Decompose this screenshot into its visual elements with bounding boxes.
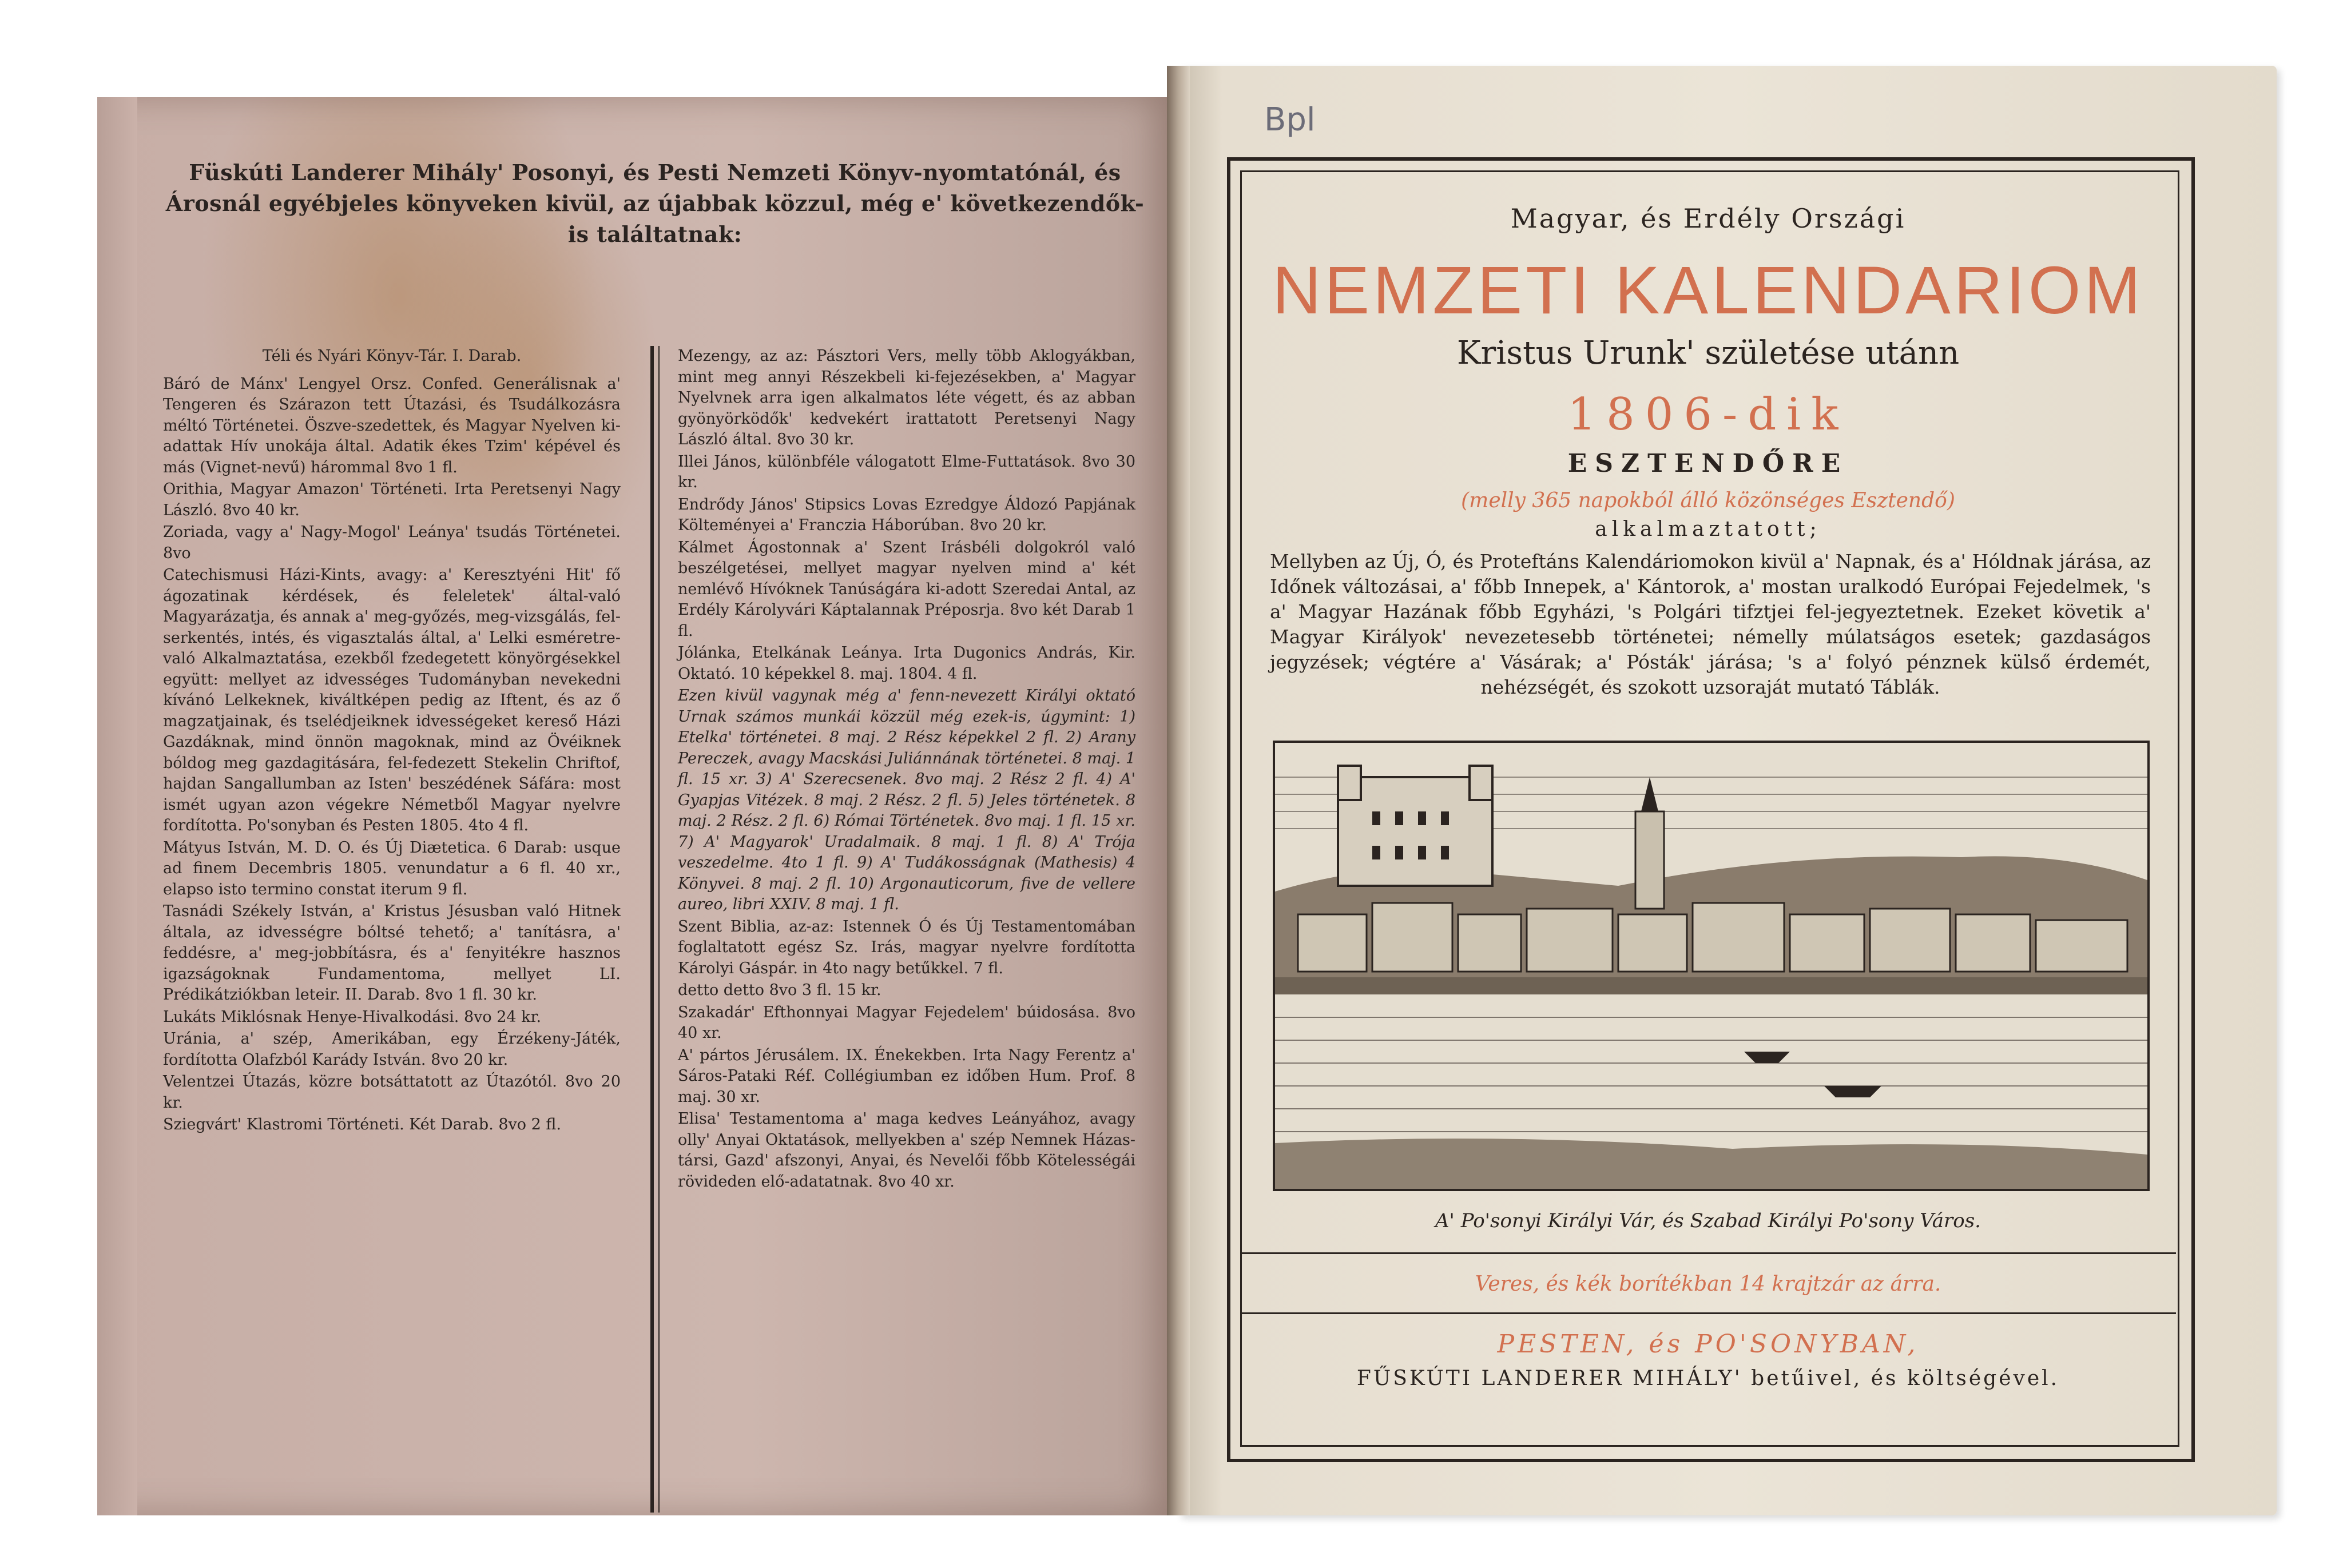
open-book xyxy=(63,54,2288,1518)
book-list-column-2 xyxy=(678,346,1135,1193)
melly-note: (melly 365 napokból álló közönséges Esztendő) xyxy=(1461,489,1955,512)
list-item: Mezengy, az az: Pásztori Vers, melly több Aklogyákban, mint meg annyi Részekbeli ki-fejezésekben, a' Magyar Nyelvnek arra igen alkalmatos léte végett, és az abban gyönyörködők' kedvekért irattatott Peretsenyi Nagy László által. 8vo 30 kr. xyxy=(678,347,1135,448)
list-item: Uránia, a' szép, Amerikában, egy Érzékeny-Játék, fordította Olafzból Karády István. 8vo 20 kr. xyxy=(163,1030,621,1069)
list-item: Jólánka, Etelkának Leánya. Irta Dugonics András, Kir. Oktató. 10 képekkel 8. maj. 1804. 4 fl. xyxy=(678,644,1135,683)
engraving-illustration xyxy=(1275,743,2147,1189)
left-page-intro: Füskúti Landerer Mihály' Posonyi, és Pesti Nemzeti Könyv-nyomtatónál, és Árosnál egyébjeles könyveken kivül, az újabbak közzul, még e' következendők-is találtatnak: xyxy=(165,160,1145,247)
list-item: Velentzei Útazás, közre botsáttatott az Útazótól. 8vo 20 kr. xyxy=(163,1073,621,1112)
list-item: Lukáts Miklósnak Henye-Hivalkodási. 8vo 24 kr. xyxy=(163,1008,542,1026)
list-item: Endrődy János' Stipsics Lovas Ezredgye Áldozó Papjának Költeményei a' Franczia Háborúban. 8vo 20 kr. xyxy=(678,495,1135,534)
title-line-1: Magyar, és Erdély Országi xyxy=(1510,203,1906,234)
book-gutter xyxy=(1167,66,1190,1515)
year: 1806-dik xyxy=(1567,389,1849,440)
list-item: Sziegvárt' Klastromi Történeti. Két Darab. 8vo 2 fl. xyxy=(163,1116,561,1133)
list-item: Báró de Mánx' Lengyel Orsz. Confed. Generálisnak a' Tengeren és Szárazon tett Útazási, és Tsudálkozásra méltó Történetei. Öszve-szedettek, és Magyar Nyelven ki-adattak Hív unokája által. Adatik ékes Tzim' képével és más (Vignet-nevű) hárommal 8vo 1 fl. xyxy=(163,375,621,476)
contents-description: Mellyben az Új, Ó, és Proteftáns Kalendáriomokon kivül a' Napnak, és a' Hóldnak járása, az Időnek változásai, a' főbb Innepek, a' Kántorok, a' mostan uralkodó Európai Fejedelmek, 's a' Magyar Hazának főbb Egyházi, 's Polgári tifztjei fel-jegyeztetnek. Ezeket követik a' Magyar Királyok' nevezetesebb történetei; némelly múlatságos esetek; gazdaságos jegyzések; végtére a' Vásárak; a' Pósták' járása; 's a' folyó pénznek külső érdemét, nehézségét, és szokott uzsoraját mutató Táblák. xyxy=(1270,550,2151,698)
left-page-content xyxy=(163,157,1147,1191)
book-list-column-1 xyxy=(163,346,621,1137)
printer-line: FŰSKÚTI LANDERER MIHÁLY' betűivel, és költségével. xyxy=(1356,1367,2060,1390)
main-title: NEMZETI KALENDARIOM xyxy=(1272,253,2144,328)
list-item: A' pártos Jérusálem. IX. Énekekben. Irta Nagy Ferentz a' Sáros-Pataki Réf. Collégiumban ez időben Hum. Prof. 8 maj. 30 xr. xyxy=(678,1046,1135,1106)
rule-bottom xyxy=(1240,1312,2176,1314)
column-divider-thin xyxy=(658,346,660,1513)
list-item: Zoriada, vagy a' Nagy-Mogol' Leánya' tsudás Történetei. 8vo xyxy=(163,523,621,562)
list-item: Catechismusi Házi-Kints, avagy: a' Keresztyéni Hit' fő ágozatinak kérdések, és feleletek' által-való Magyarázatja, és annak a' meg-győzés, meg-vizsgálás, fel-serkentés, intés, és vigasztalás által, a' Lelki esméretre-való Alkalmaztatása, ezekből fzedegetett könyörgésekkel együtt: mellyet az idvességes Tudományban nevekedni kívánó Lelkeknek, kiváltképen pedig az Iftent, és az ő magzatjainak, és tselédjeiknek idvességeket kereső Házi Gazdáknak, mind önnön magoknak, mind az Övéiknek bóldog meg gazdagitására, fel-fedezett Stekelin Chriftof, hajdan Sangallumban az Isten' beszédének Sáfára: most ismét ugyan azon végekre Németből Magyar nyelvre fordította. Po'sonyban és Pesten 1805. 4to 4 fl. xyxy=(163,566,621,834)
list-item: Elisa' Testamentoma a' maga kedves Leányához, avagy olly' Anyai Oktatások, mellyekben a' szép Nemnek Házas-társi, Gazd' afszonyi, Anyai, és Nevelői főbb Kötelességái rövideden elő-adatatnak. 8vo 40 xr. xyxy=(678,1110,1135,1191)
column-heading: Téli és Nyári Könyv-Tár. I. Darab. xyxy=(262,347,522,365)
list-item: Szent Biblia, az-az: Istennek Ó és Új Testamentomában foglaltatott egész Sz. Irás, magyar nyelvre fordította Károlyi Gáspár. in 4to nagy betűkkel. 7 fl. xyxy=(678,917,1135,977)
right-page-title-page xyxy=(1178,66,2277,1515)
list-item: Szakadár' Efthonnyai Magyar Fejedelem' búidosása. 8vo 40 xr. xyxy=(678,1003,1135,1042)
esztendore: ESZTENDŐRE xyxy=(1567,449,1849,478)
left-page xyxy=(97,97,1178,1515)
list-item: Tasnádi Székely István, a' Kristus Jésusban való Hitnek általa, az idvességre bóltsé tehető; a' tanításra, a' feddésre, a' meg-jobbításra, és a' fenyitékre hasznos igazságoknak Fundamentoma, mellyet LI. Prédikátziókban leteir. II. Darab. 8vo 1 fl. 30 kr. xyxy=(163,902,621,1004)
engraving-caption: A' Po'sonyi Királyi Vár, és Szabad Királyi Po'sony Város. xyxy=(1435,1209,1981,1232)
list-item: Kálmet Ágostonnak a' Szent Irásbéli dolgokról való beszélgetései, mellyet magyar nyelven mind a' két nemlévő Hívóknek Tanúságára ki-adott Szeredai Antal, az Erdély Károlyvári Káptalannak Préposrja. 8vo két Darab 1 fl. xyxy=(678,538,1135,640)
alkalmaztatott: alkalmaztatott; xyxy=(1595,518,1821,541)
left-page-edge xyxy=(97,97,137,1515)
price-line: Veres, és kék borítékban 14 krajtzár az árra. xyxy=(1475,1272,1941,1296)
rule-top xyxy=(1240,1252,2176,1254)
list-item: Illei János, különbféle válogatott Elme-Futtatások. 8vo 30 kr. xyxy=(678,452,1135,491)
list-item: detto detto 8vo 3 fl. 15 kr. xyxy=(678,981,881,999)
list-item: Orithia, Magyar Amazon' Történeti. Irta Peretsenyi Nagy László. 8vo 40 kr. xyxy=(163,480,621,519)
list-item: Mátyus István, M. D. O. és Új Diætetica. 6 Darab: usque ad finem Decembris 1805. venundatur a 6 fl. 40 xr., elapso isto termino constat iterum 9 fl. xyxy=(163,838,621,898)
list-item: Ezen kivül vagynak még a' fenn-nevezett Királyi oktató Urnak számos munkái közzül még ezek-is, úgymint: 1) Etelka' történetei. 8 maj. 2 Rész képekkel 2 fl. 2) Arany Pereczek, avagy Macskási Juliánnának történetei. 8 maj. 1 fl. 15 xr. 3) A' Szerecsenek. 8vo maj. 2 Rész 2 fl. 4) A' Gyapjas Vitézek. 8 maj. 2 Rész. 2 fl. 5) Jeles történetek. 8 maj. 2 Rész. 2 fl. 6) Római Történetek. 8vo maj. 1 fl. 15 xr. 7) A' Magyarok' Uradalmaik. 8 maj. 1 fl. 8) A' Trója veszedelme. 4to 1 fl. 9) A' Tudákosságnak (Mathesis) 4 Könyvei. 8 maj. 2 fl. 10) Argonauticorum, five de vellere aureo, libri XXIV. 8 maj. 1 fl. xyxy=(678,687,1135,913)
engraving-pozsony-castle xyxy=(1273,741,2150,1191)
place-of-publication: PESTEN, és PO'SONYBAN, xyxy=(1497,1330,1919,1359)
pencil-annotation: Bpl xyxy=(1264,101,1316,138)
subtitle: Kristus Urunk' születése utánn xyxy=(1456,335,1960,372)
column-divider xyxy=(650,346,654,1513)
